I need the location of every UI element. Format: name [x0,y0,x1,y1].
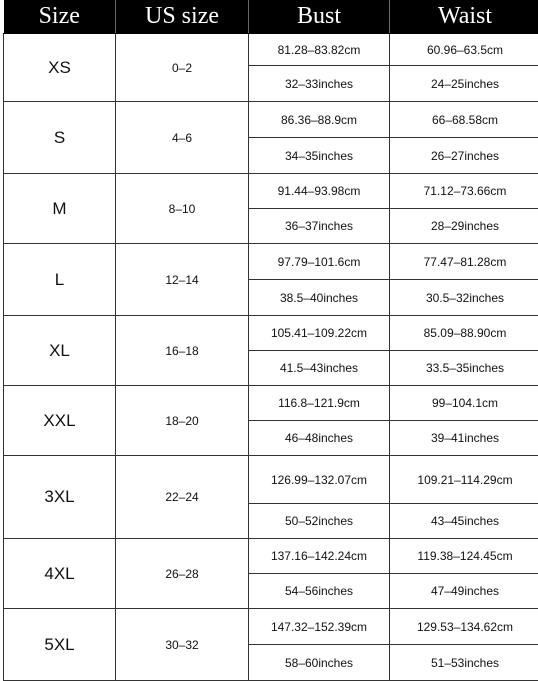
waist-cm-value: 109.21–114.29cm [390,456,538,504]
waist-cm-value: 119.38–124.45cm [390,539,538,574]
bust-inches-value: 58–60inches [249,645,390,681]
waist-cm-value: 129.53–134.62cm [390,609,538,645]
bust-inches-value: 41.5–43inches [249,351,390,386]
waist-inches-value: 39–41inches [390,421,538,456]
header-waist: Waist [390,0,538,34]
size-chart-body [4,34,538,681]
header-size: Size [4,0,116,34]
size-label: S [4,102,116,174]
waist-inches-value: 33.5–35inches [390,351,538,386]
bust-cm-value: 81.28–83.82cm [249,34,390,66]
size-label: L [4,244,116,316]
waist-cm-value: 77.47–81.28cm [390,244,538,280]
bust-cm-value: 126.99–132.07cm [249,456,390,504]
waist-inches-value: 43–45inches [390,504,538,539]
size-row-s-cm [4,102,538,138]
waist-cm-value: 85.09–88.90cm [390,316,538,351]
bust-inches-value: 32–33inches [249,66,390,102]
size-label: XS [4,34,116,102]
size-label: M [4,174,116,244]
waist-cm-value: 60.96–63.5cm [390,34,538,66]
waist-cm-value: 99–104.1cm [390,386,538,421]
size-row-xl-cm [4,316,538,351]
header-bust: Bust [249,0,390,34]
bust-cm-value: 86.36–88.9cm [249,102,390,138]
size-row-xxl-cm [4,386,538,421]
us-size-value: 12–14 [116,244,249,316]
bust-inches-value: 46–48inches [249,421,390,456]
us-size-value: 4–6 [116,102,249,174]
waist-inches-value: 28–29inches [390,209,538,244]
us-size-value: 22–24 [116,456,249,539]
size-label: 3XL [4,456,116,539]
us-size-value: 0–2 [116,34,249,102]
us-size-value: 26–28 [116,539,249,609]
waist-inches-value: 30.5–32inches [390,280,538,316]
waist-inches-value: 47–49inches [390,574,538,609]
bust-inches-value: 34–35inches [249,138,390,174]
bust-inches-value: 36–37inches [249,209,390,244]
bust-cm-value: 105.41–109.22cm [249,316,390,351]
waist-cm-value: 66–68.58cm [390,102,538,138]
bust-cm-value: 147.32–152.39cm [249,609,390,645]
header-row [4,0,538,34]
us-size-value: 8–10 [116,174,249,244]
bust-cm-value: 91.44–93.98cm [249,174,390,209]
size-label: 5XL [4,609,116,681]
waist-inches-value: 26–27inches [390,138,538,174]
us-size-value: 18–20 [116,386,249,456]
waist-inches-value: 51–53inches [390,645,538,681]
bust-inches-value: 38.5–40inches [249,280,390,316]
us-size-value: 16–18 [116,316,249,386]
bust-inches-value: 50–52inches [249,504,390,539]
header-us-size: US size [116,0,249,34]
size-row-xs-cm [4,34,538,66]
size-label: XL [4,316,116,386]
bust-inches-value: 54–56inches [249,574,390,609]
size-row-3xl-cm [4,456,538,504]
size-row-4xl-cm [4,539,538,574]
size-chart-table [3,0,538,681]
bust-cm-value: 116.8–121.9cm [249,386,390,421]
size-row-l-cm [4,244,538,280]
us-size-value: 30–32 [116,609,249,681]
bust-cm-value: 137.16–142.24cm [249,539,390,574]
size-label: 4XL [4,539,116,609]
size-label: XXL [4,386,116,456]
bust-cm-value: 97.79–101.6cm [249,244,390,280]
size-row-m-cm [4,174,538,209]
size-row-5xl-cm [4,609,538,645]
waist-inches-value: 24–25inches [390,66,538,102]
waist-cm-value: 71.12–73.66cm [390,174,538,209]
